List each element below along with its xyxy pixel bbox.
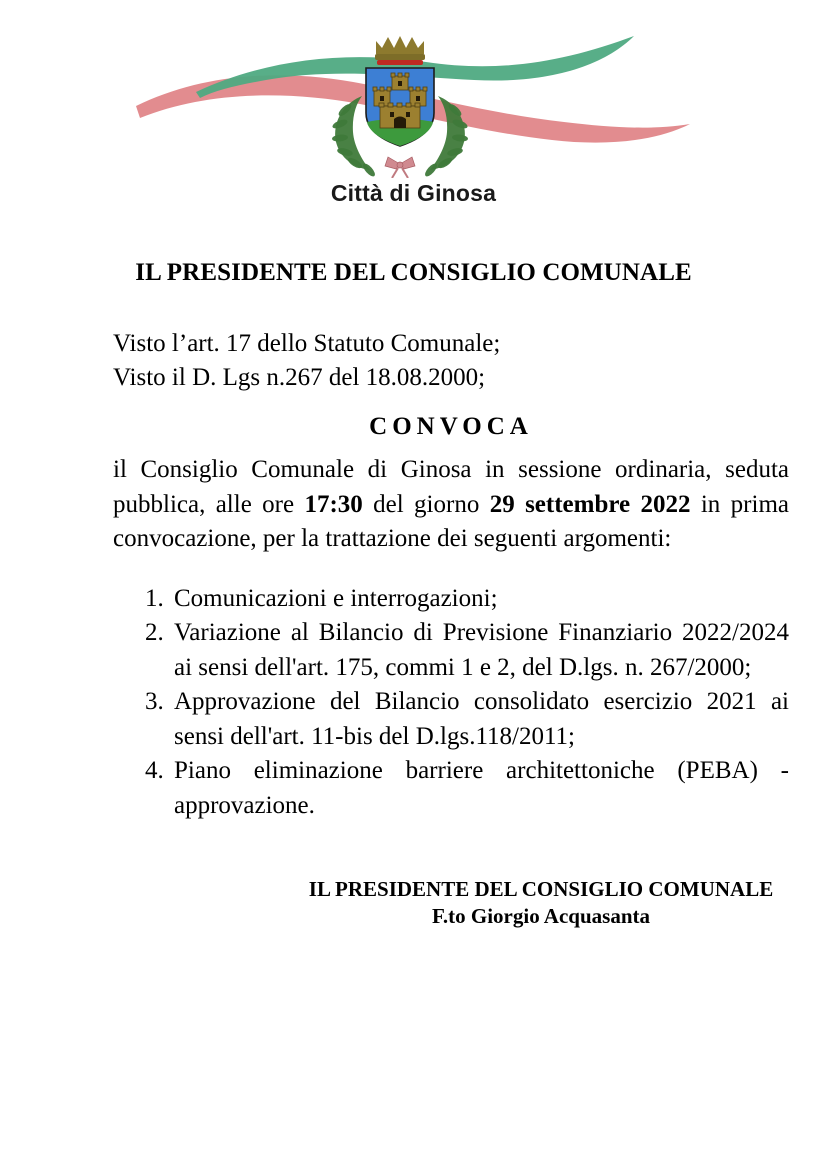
meeting-time: 17:30 [304, 490, 363, 518]
agenda-item: 2. Variazione al Bilancio di Previsione Finanziario 2022/2024 ai sensi dell'art. 175, commi 1 e 2, del D.lgs. n. 267/2000; [170, 616, 789, 685]
agenda-list [113, 582, 789, 824]
signature-block [113, 877, 789, 929]
shield-icon [366, 68, 434, 146]
convoca-heading: CONVOCA [369, 413, 533, 440]
premise-line: Visto il D. Lgs n.267 del 18.08.2000; [113, 364, 486, 391]
crown-icon [375, 36, 425, 65]
document-header [0, 0, 827, 207]
meeting-date: 29 settembre 2022 [489, 490, 691, 518]
signature-name: F.to Giorgio Acquasanta [432, 904, 650, 928]
page-title: IL PRESIDENTE DEL CONSIGLIO COMUNALE [135, 259, 692, 286]
signature-role: IL PRESIDENTE DEL CONSIGLIO COMUNALE [308, 877, 774, 901]
agenda-item: 3. Approvazione del Bilancio consolidato esercizio 2021 ai sensi dell'art. 11-bis del D.lgs.118/2011; [170, 685, 789, 754]
premises-block [113, 327, 789, 395]
agenda-item: 1. Comunicazioni e interrogazioni; [170, 582, 789, 617]
convocation-part-3: in prima convocazione, per la trattazione dei seguenti argomenti: [113, 490, 789, 552]
convocation-part-1: il Consiglio Comunale di Ginosa in sessione ordinaria, seduta pubblica, alle ore [113, 456, 789, 518]
municipal-logo [134, 18, 694, 178]
agenda-item: 4. Piano eliminazione barriere architettoniche (PEBA) - approvazione. [170, 754, 789, 823]
premise-line: Visto l’art. 17 dello Statuto Comunale; [113, 330, 501, 357]
convocation-part-2: del giorno [362, 490, 490, 518]
document-body [38, 327, 789, 929]
coat-of-arms-icon [134, 18, 694, 178]
ribbon-bow-icon [385, 157, 415, 178]
convocation-paragraph [113, 453, 789, 557]
city-label: Città di Ginosa [330, 180, 497, 206]
